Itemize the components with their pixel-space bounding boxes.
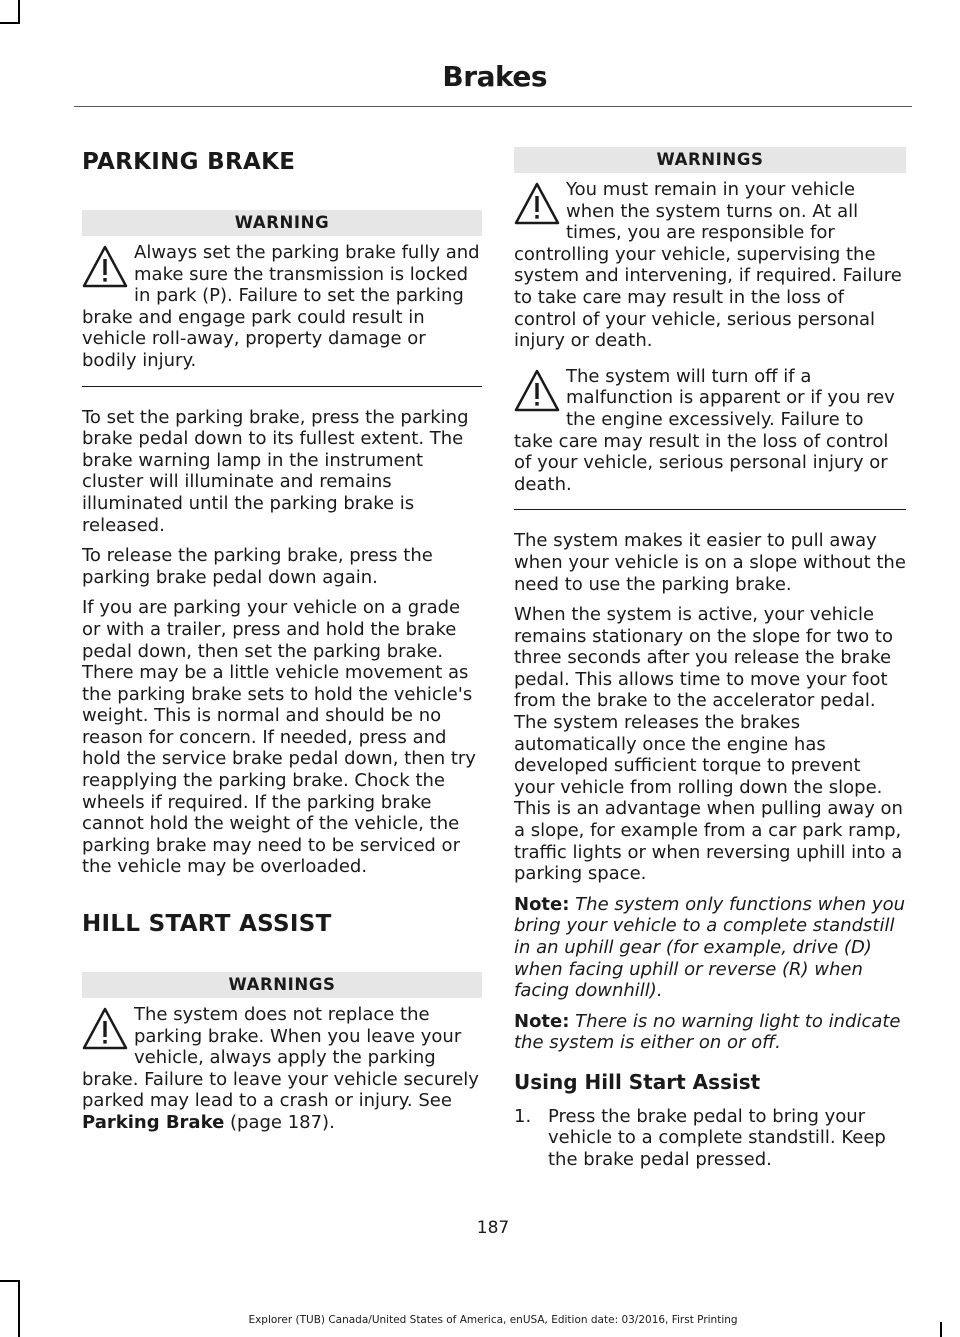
paragraph: To release the parking brake, press the parking brake pedal down again. [82,545,433,588]
warning-triangle-icon [82,1006,128,1052]
step-text: Press the brake pedal to bring your vehicle to a complete standstill. Keep the brake pedal pressed. [548,1105,886,1170]
warning-header: WARNINGS [514,147,906,173]
warning-text: You must remain in your vehicle when the system turns on. At all times, you are responsible for controlling your vehicle, supervising the system and intervening, if required. Failure to take care may result in the loss of control of your vehicle, serious personal injury or death. [514,179,902,352]
warning-text: The system will turn off if a malfunction is apparent or if you rev the engine excessively. Failure to take care may result in the loss of control of your vehicle, serious personal injury or death. [514,365,895,495]
warning-item [514,366,906,496]
list-item [514,1106,906,1171]
parking-brake-link[interactable]: Parking Brake [82,1112,225,1133]
warning-triangle-icon [514,181,560,227]
warning-item [82,1004,482,1134]
warning-text: The system does not replace the parking brake. When you leave your vehicle, always apply the parking brake. Failure to leave your vehicle securely parked may lead to a crash or injury. See Parking Brake (page 187). [82,1004,479,1133]
page-footer: Explorer (TUB) Canada/United States of America, enUSA, Edition date: 03/2016, First Printing [248,1314,738,1326]
steps-list [514,1106,906,1171]
warning-triangle-icon [82,244,128,290]
paragraph: When the system is active, your vehicle remains stationary on the slope for two to three seconds after you release the brake pedal. This allows time to move your foot from the brake to the accelerator pedal. The system releases the brakes automatically once the engine has developed sufficient torque to prevent your vehicle from rolling down the slope. This is an advantage when pulling away on a slope, for example from a car park ramp, traffic lights or when reversing uphill into a parking space. [514,604,903,885]
step-number: 1. [514,1105,532,1127]
section-title-parking-brake: PARKING BRAKE [82,149,296,175]
section-title-hill-start-assist: HILL START ASSIST [82,911,332,938]
paragraph: To set the parking brake, press the parking brake pedal down to its fullest extent. The brake warning lamp in the instrument cluster will illuminate and remains illuminated until the parking brake is released. [82,406,469,536]
paragraph: The system makes it easier to pull away when your vehicle is on a slope without the need to use the parking brake. [514,530,906,595]
note [514,1011,906,1054]
warning-header: WARNING [82,210,482,236]
subsection-title: Using Hill Start Assist [514,1069,761,1094]
warning-item [82,242,482,372]
note-label: Note: [514,1010,570,1032]
warning-rule [514,509,906,510]
crop-mark [18,1280,20,1337]
page-number: 187 [476,1218,510,1238]
paragraph: If you are parking your vehicle on a grade or with a trailer, press and hold the brake pedal down, then set the parking brake. There may be a little vehicle movement as the parking brake sets to hold the vehicle's weight. This is normal and should be no reason for concern. If needed, press and hold the service brake pedal down, then try reapplying the parking brake. Chock the wheels if required. If the parking brake cannot hold the weight of the vehicle, the parking brake may need to be serviced or the vehicle may be overloaded. [82,597,476,878]
warning-text: Always set the parking brake fully and make sure the transmission is locked in park (P). Failure to set the parking brake and engage park could result in vehicle roll-away, property damage or bodily injury. [82,242,480,371]
warning-item [514,179,906,352]
warning-header: WARNINGS [82,972,482,998]
note-text: The system only functions when you bring your vehicle to a complete standstill in an uphill gear (for example, drive (D) when facing uphill or reverse (R) when facing downhill). [514,893,906,1002]
header-rule [74,106,912,107]
warning-block-parking [82,210,482,387]
page-header-title: Brakes [442,60,547,93]
note [514,894,906,1002]
warning-block-hill-start [82,972,482,1134]
crop-mark [0,22,20,24]
right-column [514,147,906,1170]
left-column [82,140,482,1148]
crop-mark [0,1280,20,1282]
note-label: Note: [514,893,570,915]
warning-block-system [514,147,906,510]
note-text: There is no warning light to indicate the system is either on or off. [514,1010,901,1054]
warning-rule [82,386,482,387]
warning-triangle-icon [514,368,560,414]
crop-mark [18,0,20,24]
